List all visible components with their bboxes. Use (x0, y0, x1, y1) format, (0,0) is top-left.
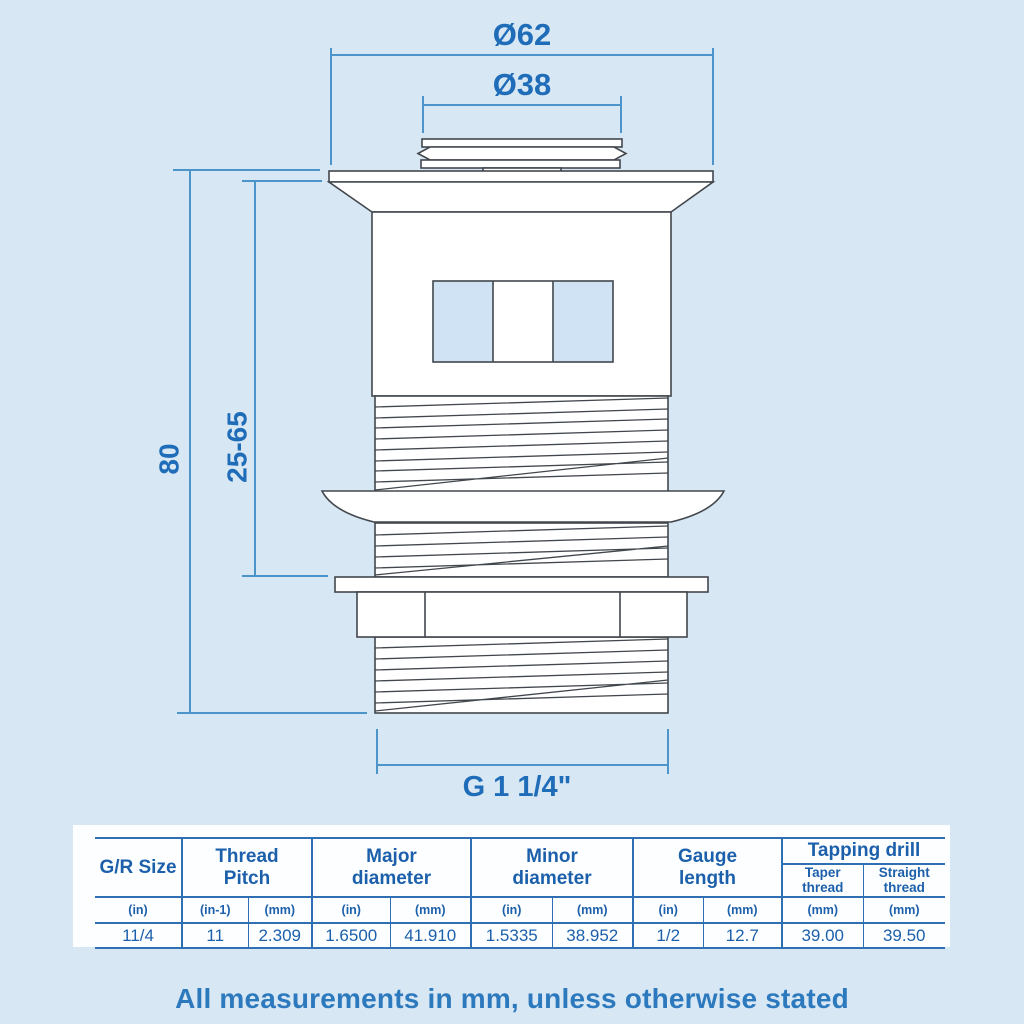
backnut (335, 577, 708, 637)
dimension-label-plug-diameter: Ø38 (492, 67, 552, 102)
cap-lens-disc (418, 147, 626, 160)
unit-cell: (in) (312, 897, 390, 923)
dimension-label-total-height: 80 (153, 443, 185, 475)
value-cell: 1.6500 (312, 923, 390, 948)
value-cell: 11/4 (95, 923, 182, 948)
unit-cell: (in) (95, 897, 182, 923)
thread-lower (375, 637, 668, 713)
thread-upper (375, 396, 668, 492)
units-row (95, 897, 945, 923)
value-cell: 11 (182, 923, 248, 948)
values-row (95, 923, 945, 948)
col-header-tapping-drill: Tapping drill (782, 838, 945, 864)
thread-spec-table (95, 837, 945, 949)
dimension-label-adjustment-range: 25-65 (221, 411, 253, 483)
slot-cell-left (433, 281, 493, 362)
slot-cell-middle (493, 281, 553, 362)
value-cell: 39.00 (782, 923, 863, 948)
dimension-thread-size (377, 729, 668, 803)
unit-cell: (mm) (248, 897, 312, 923)
flange-plate (329, 171, 713, 182)
spec-table-card (73, 825, 950, 947)
value-cell: 12.7 (703, 923, 782, 948)
unit-cell: (in-1) (182, 897, 248, 923)
pop-up-plug-cap (418, 139, 626, 172)
col-header-straight-thread: Straight thread (863, 864, 945, 897)
thread-middle (375, 523, 668, 577)
backnut-hex (357, 592, 687, 637)
sealing-washer (322, 491, 724, 522)
footer-note: All measurements in mm, unless otherwise stated (175, 983, 849, 1014)
unit-cell: (mm) (863, 897, 945, 923)
unit-cell: (in) (633, 897, 703, 923)
value-cell: 1.5335 (471, 923, 552, 948)
dimension-line (173, 170, 367, 713)
backnut-plate (335, 577, 708, 592)
overflow-slot (433, 281, 613, 362)
top-flange (329, 171, 713, 212)
unit-cell: (mm) (552, 897, 633, 923)
col-header-gr-size: G/R Size (99, 857, 177, 879)
value-cell: 2.309 (248, 923, 312, 948)
dimension-adjustment-range (222, 181, 329, 576)
dimension-line (377, 729, 668, 774)
value-cell: 1/2 (633, 923, 703, 948)
col-header-taper-thread: Taper thread (782, 864, 863, 897)
unit-cell: (in) (471, 897, 552, 923)
cap-bottom-disc (421, 160, 620, 168)
col-header-thread-pitch: Thread Pitch (182, 838, 312, 897)
value-cell: 38.952 (552, 923, 633, 948)
unit-cell: (mm) (782, 897, 863, 923)
slot-cell-right (553, 281, 613, 362)
dimension-line (242, 181, 328, 576)
unit-cell: (mm) (390, 897, 471, 923)
dimension-plug-diameter (423, 67, 621, 133)
dimension-label-outer-diameter: Ø62 (492, 17, 552, 52)
value-cell: 41.910 (390, 923, 471, 948)
washer-outline (322, 491, 724, 522)
dimension-total-height (154, 170, 368, 713)
value-cell: 39.50 (863, 923, 945, 948)
unit-cell: (mm) (703, 897, 782, 923)
col-header-gauge-length: Gauge length (633, 838, 782, 897)
flange-cone (329, 182, 713, 212)
col-header-minor-diameter: Minor diameter (471, 838, 633, 897)
col-header-major-diameter: Major diameter (312, 838, 471, 897)
cap-top-disc (422, 139, 622, 147)
dimension-label-thread-size: G 1 1/4" (462, 771, 572, 803)
